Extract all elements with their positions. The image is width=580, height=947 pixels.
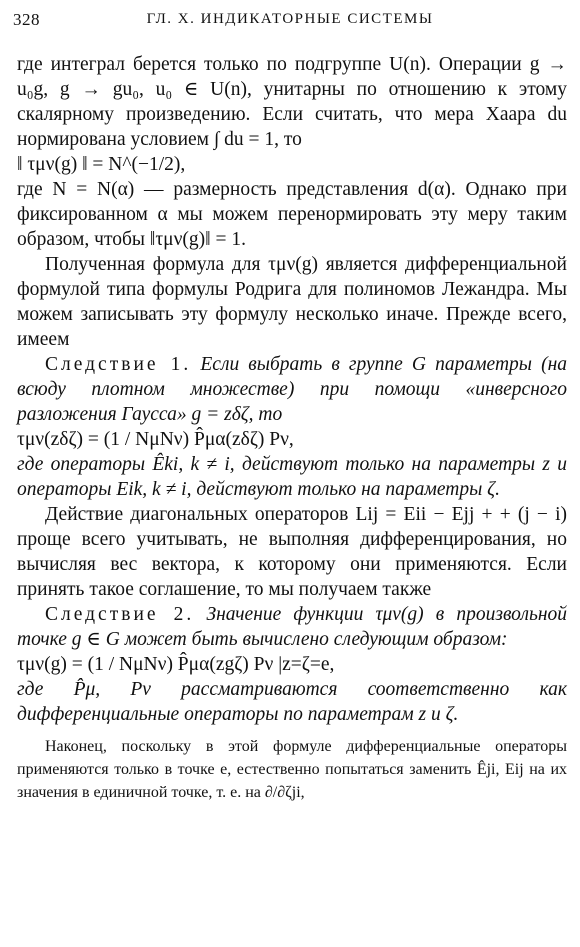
corollary-2-label: Следствие 2. xyxy=(45,604,195,625)
paragraph-dimension: где N = N(α) — размерность представления d(α). Однако при фиксированном α мы можем перенормировать эту меру таким образом, чтобы ‖τμν(g)‖ = 1. xyxy=(17,179,567,250)
paragraph-diagonal: Действие диагональных операторов Lij = Eii − Ejj + + (j − i) проще всего учитывать, не выполняя дифференцирования, но вычисляя вес вектора, к которому они применяются. Если принять такое соглашение, то мы получаем также xyxy=(17,504,567,600)
page-header xyxy=(0,10,580,36)
paragraph-integral: где интеграл берется только по подгруппе U(n). Операции g → u₀g, g → gu₀, u₀ ∈ U(n), унитарны по отношению к этому скалярному произведению. Если считать, что мера Хаара du нормирована условием ∫ du = 1, то xyxy=(17,54,567,150)
equation-corollary-2: τμν(g) = (1 / NμNν) P̂μα(zgζ) Pν |z=ζ=e, xyxy=(17,654,335,675)
corollary-2-text: Значение функции τμν(g) в произвольной точке g ∈ G может быть вычислено следующим образом: xyxy=(17,604,567,650)
corollary-1-text: Если выбрать в группе G параметры (на всюду плотном множестве) при помощи «инверсного разложения Гаусса» g = zδζ, то xyxy=(17,354,568,425)
paragraph-finally: Наконец, поскольку в этой формуле дифференциальные операторы применяются только в точке e, естественно попытаться заменить Êji, Eij на их значения в единичной точке, т. е. на ∂/∂ζji, xyxy=(17,738,567,801)
equation-norm: ‖ τμν(g) ‖ = N^(−1/2), xyxy=(17,154,186,175)
paragraph-differential: где P̂μ, Pν рассматриваются соответственно как дифференциальные операторы по параметрам z и ζ. xyxy=(17,679,567,725)
corollary-1-label: Следствие 1. xyxy=(45,354,192,375)
paragraph-operators: где операторы Êki, k ≠ i, действуют только на параметры z и операторы Eik, k ≠ i, действуют только на параметры ζ. xyxy=(17,454,567,500)
page-number: 328 xyxy=(13,10,40,29)
corollary-2 xyxy=(17,602,567,652)
corollary-1 xyxy=(17,352,567,427)
running-head: ГЛ. X. ИНДИКАТОРНЫЕ СИСТЕМЫ xyxy=(146,11,434,27)
equation-corollary-1: τμν(zδζ) = (1 / NμNν) P̂μα(zδζ) Pν, xyxy=(17,429,294,450)
page-body xyxy=(17,52,567,804)
paragraph-rodrigues: Полученная формула для τμν(g) является дифференциальной формулой типа формулы Родрига для полиномов Лежандра. Мы можем записывать эту формулу несколько иначе. Прежде всего, имеем xyxy=(17,254,567,350)
